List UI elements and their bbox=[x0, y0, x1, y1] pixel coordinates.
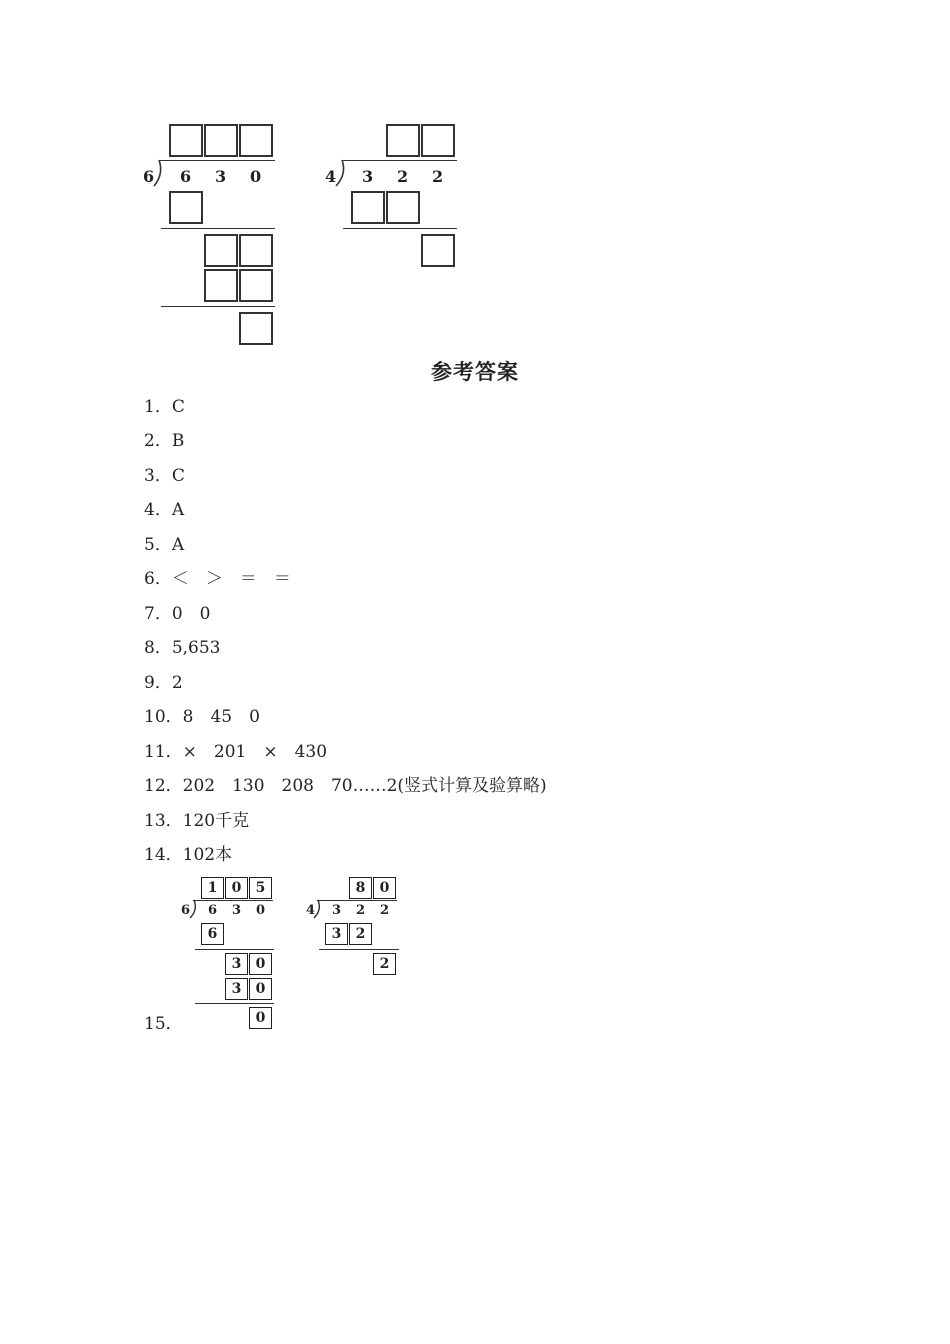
answer-box bbox=[239, 269, 273, 302]
step-digit: 0 bbox=[249, 978, 272, 1000]
remainder-box bbox=[421, 234, 455, 267]
subtraction-line bbox=[195, 1003, 274, 1004]
dividend-digit: 3 bbox=[232, 903, 242, 918]
quotient-digit: 0 bbox=[373, 877, 396, 899]
dividend-digit: 0 bbox=[256, 903, 266, 918]
subtraction-line bbox=[195, 949, 274, 950]
answer-box bbox=[239, 234, 273, 267]
answer-item: 6．＜ ＞ ＝ ＝ bbox=[144, 569, 291, 589]
quotient-box bbox=[204, 124, 238, 157]
answer-item: 7．0 0 bbox=[144, 604, 211, 624]
divisor: 6 bbox=[143, 167, 155, 186]
answer-item: 8．5,653 bbox=[144, 638, 221, 658]
division-bar bbox=[317, 900, 397, 901]
remainder-digit: 2 bbox=[373, 953, 396, 975]
subtraction-line bbox=[161, 228, 275, 229]
step-digit: 2 bbox=[349, 923, 372, 945]
subtraction-line bbox=[343, 228, 457, 229]
answer-item: 4．A bbox=[144, 500, 185, 520]
quotient-digit: 1 bbox=[201, 877, 224, 899]
dividend-digit: 3 bbox=[362, 167, 374, 186]
answer-item: 13．120千克 bbox=[144, 811, 250, 831]
step-digit: 0 bbox=[249, 953, 272, 975]
subtraction-line bbox=[161, 306, 275, 307]
answer-item: 5．A bbox=[144, 535, 185, 555]
dividend-digit: 2 bbox=[397, 167, 409, 186]
division-bar bbox=[159, 160, 275, 161]
quotient-box bbox=[239, 124, 273, 157]
answer-item: 2．B bbox=[144, 431, 185, 451]
answer-box bbox=[169, 191, 203, 224]
quotient-digit: 8 bbox=[349, 877, 372, 899]
division-bracket bbox=[189, 900, 198, 920]
subtraction-line bbox=[319, 949, 399, 950]
remainder-digit: 0 bbox=[249, 1007, 272, 1029]
answer-box bbox=[204, 234, 238, 267]
answer-item-15-label: 15． bbox=[144, 1014, 183, 1034]
quotient-box bbox=[169, 124, 203, 157]
answer-box bbox=[386, 191, 420, 224]
remainder-box bbox=[239, 312, 273, 345]
dividend-digit: 6 bbox=[180, 167, 192, 186]
divisor: 4 bbox=[325, 167, 337, 186]
answer-item: 14．102本 bbox=[144, 845, 233, 865]
divisor: 4 bbox=[306, 903, 316, 918]
dividend-digit: 2 bbox=[432, 167, 444, 186]
answer-item: 11．× 201 × 430 bbox=[144, 742, 328, 762]
answer-item: 9．2 bbox=[144, 673, 183, 693]
answer-item: 10．8 45 0 bbox=[144, 707, 260, 727]
answer-item: 3．C bbox=[144, 466, 185, 486]
quotient-box bbox=[386, 124, 420, 157]
dividend-digit: 2 bbox=[356, 903, 366, 918]
answer-item: 1．C bbox=[144, 397, 185, 417]
step-digit: 3 bbox=[225, 953, 248, 975]
answer-box bbox=[351, 191, 385, 224]
answer-box bbox=[204, 269, 238, 302]
dividend-digit: 2 bbox=[380, 903, 390, 918]
quotient-digit: 5 bbox=[249, 877, 272, 899]
divisor: 6 bbox=[181, 903, 191, 918]
quotient-box bbox=[421, 124, 455, 157]
dividend-digit: 6 bbox=[208, 903, 218, 918]
answers-title: 参考答案 bbox=[431, 360, 519, 384]
quotient-digit: 0 bbox=[225, 877, 248, 899]
dividend-digit: 3 bbox=[215, 167, 227, 186]
dividend-digit: 3 bbox=[332, 903, 342, 918]
division-bar bbox=[193, 900, 273, 901]
answer-item: 12．202 130 208 70……2(竖式计算及验算略) bbox=[144, 776, 547, 796]
step-digit: 6 bbox=[201, 923, 224, 945]
dividend-digit: 0 bbox=[250, 167, 262, 186]
step-digit: 3 bbox=[325, 923, 348, 945]
step-digit: 3 bbox=[225, 978, 248, 1000]
division-bar bbox=[342, 160, 457, 161]
